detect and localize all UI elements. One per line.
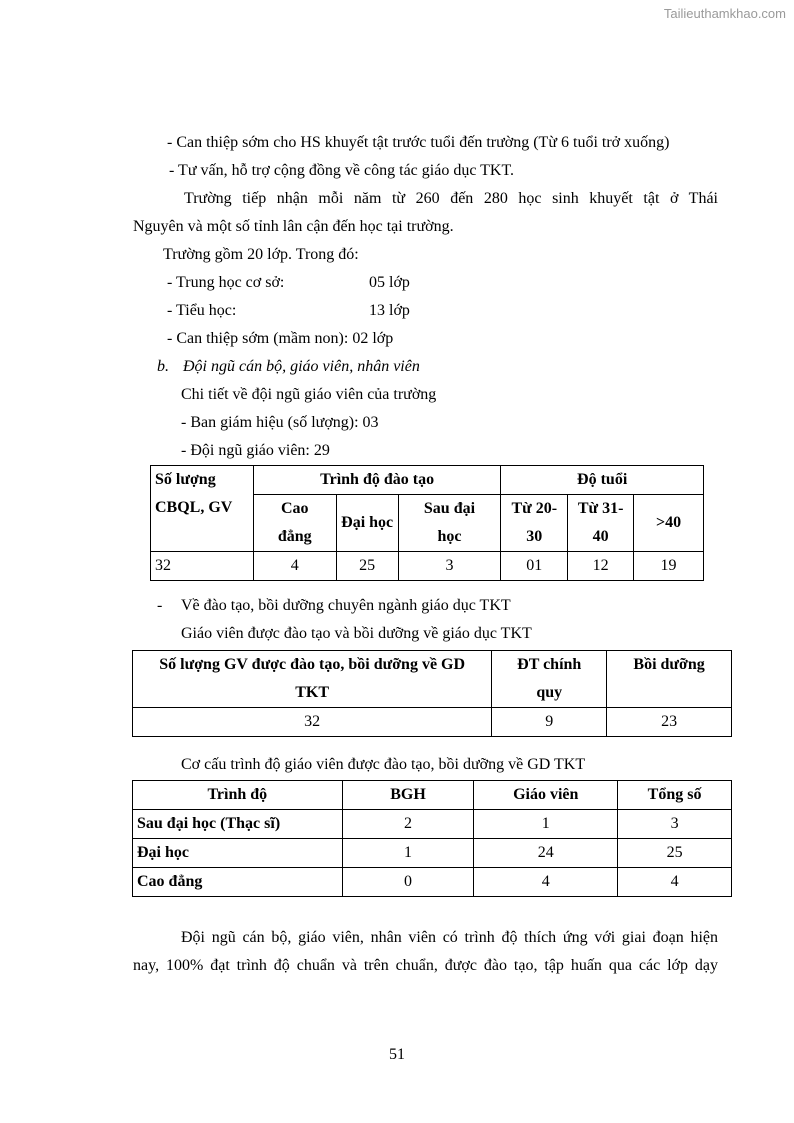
- table-row: [133, 839, 732, 868]
- header-university: Đại học: [336, 495, 398, 552]
- table-cell: 24: [474, 839, 618, 868]
- table-cell: Đại học: [133, 839, 343, 868]
- qualification-table: [132, 780, 732, 897]
- table-row: [133, 868, 732, 897]
- table-cell: 12: [568, 552, 634, 581]
- line-primary-label: - Tiểu học:: [167, 302, 237, 319]
- table-cell: 3: [618, 810, 732, 839]
- header-age-over-40: >40: [634, 495, 704, 552]
- table-cell: 4: [474, 868, 618, 897]
- line-teachers: - Đội ngũ giáo viên: 29: [181, 442, 330, 459]
- header-teachers: Giáo viên: [474, 781, 618, 810]
- header-trained-count: Số lượng GV được đào tạo, bồi dưỡng về GD TKT: [133, 651, 492, 708]
- table-cell: 01: [501, 552, 568, 581]
- line-trained-teachers: Giáo viên được đào tạo và bồi dưỡng về giáo dục TKT: [181, 625, 532, 642]
- header-postgrad: Sau đại học: [398, 495, 501, 552]
- table-cell: 9: [492, 708, 607, 737]
- header-level: Trình độ: [133, 781, 343, 810]
- line-conclusion-2: nay, 100% đạt trình độ chuẩn và trên chuẩn, được đào tạo, tập huấn qua các lớp dạy: [133, 957, 718, 974]
- line-preschool: - Can thiệp sớm (mầm non): 02 lớp: [167, 330, 394, 347]
- table-cell: 3: [398, 552, 501, 581]
- bullet-dash: -: [157, 597, 163, 614]
- header-formal-training: ĐT chính quy: [492, 651, 607, 708]
- line-admission-2: Nguyên và một số tỉnh lân cận đến học tại trường.: [133, 218, 454, 235]
- table-cell: 23: [607, 708, 732, 737]
- table-cell: 32: [151, 552, 254, 581]
- table-cell: 1: [474, 810, 618, 839]
- table-cell: 19: [634, 552, 704, 581]
- table-cell: Cao đẳng: [133, 868, 343, 897]
- header-refresher: Bồi dưỡng: [607, 651, 732, 708]
- table-row: [133, 810, 732, 839]
- table-cell: 0: [342, 868, 474, 897]
- line-conclusion-1: Đội ngũ cán bộ, giáo viên, nhân viên có trình độ thích ứng với giai đoạn hiện: [181, 929, 718, 946]
- table-cell: 1: [342, 839, 474, 868]
- training-table: [132, 650, 732, 737]
- section-heading: Đội ngũ cán bộ, giáo viên, nhân viên: [183, 358, 420, 375]
- line-specialized-training: Về đào tạo, bồi dưỡng chuyên ngành giáo dục TKT: [181, 597, 511, 614]
- header-training: Trình độ đào tạo: [253, 466, 501, 495]
- header-age-31-40: Từ 31- 40: [568, 495, 634, 552]
- line-staff-detail: Chi tiết về đội ngũ giáo viên của trường: [181, 386, 437, 403]
- header-age: Độ tuổi: [501, 466, 704, 495]
- section-marker: b.: [157, 358, 169, 375]
- table-cell: 2: [342, 810, 474, 839]
- line-early-intervention: - Can thiệp sớm cho HS khuyết tật trước tuổi đến trường (Từ 6 tuổi trở xuống): [167, 134, 670, 151]
- table-row: [133, 708, 732, 737]
- staff-table: [150, 465, 704, 581]
- table-cell: 32: [133, 708, 492, 737]
- table-cell: 4: [253, 552, 336, 581]
- header-bgh: BGH: [342, 781, 474, 810]
- header-total: Tổng số: [618, 781, 732, 810]
- line-structure: Cơ cấu trình độ giáo viên được đào tạo, bồi dưỡng về GD TKT: [181, 756, 586, 773]
- line-secondary-value: 05 lớp: [369, 274, 410, 291]
- line-board: - Ban giám hiệu (số lượng): 03: [181, 414, 379, 431]
- table-cell: Sau đại học (Thạc sĩ): [133, 810, 343, 839]
- line-primary-value: 13 lớp: [369, 302, 410, 319]
- line-community-support: - Tư vấn, hỗ trợ cộng đồng về công tác giáo dục TKT.: [169, 162, 515, 179]
- table-row: [151, 552, 704, 581]
- table-cell: 25: [618, 839, 732, 868]
- table-cell: 25: [336, 552, 398, 581]
- line-secondary-label: - Trung học cơ sở:: [167, 274, 285, 291]
- header-age-20-30: Từ 20- 30: [501, 495, 568, 552]
- header-count: Số lượng CBQL, GV: [151, 466, 254, 552]
- page-number: 51: [389, 1046, 405, 1063]
- header-college: Cao đẳng: [253, 495, 336, 552]
- line-admission-1: Trường tiếp nhận mỗi năm từ 260 đến 280 học sinh khuyết tật ở Thái: [184, 190, 718, 207]
- watermark: Tailieuthamkhao.com: [663, 6, 786, 21]
- table-cell: 4: [618, 868, 732, 897]
- line-class-count: Trường gồm 20 lớp. Trong đó:: [163, 246, 359, 263]
